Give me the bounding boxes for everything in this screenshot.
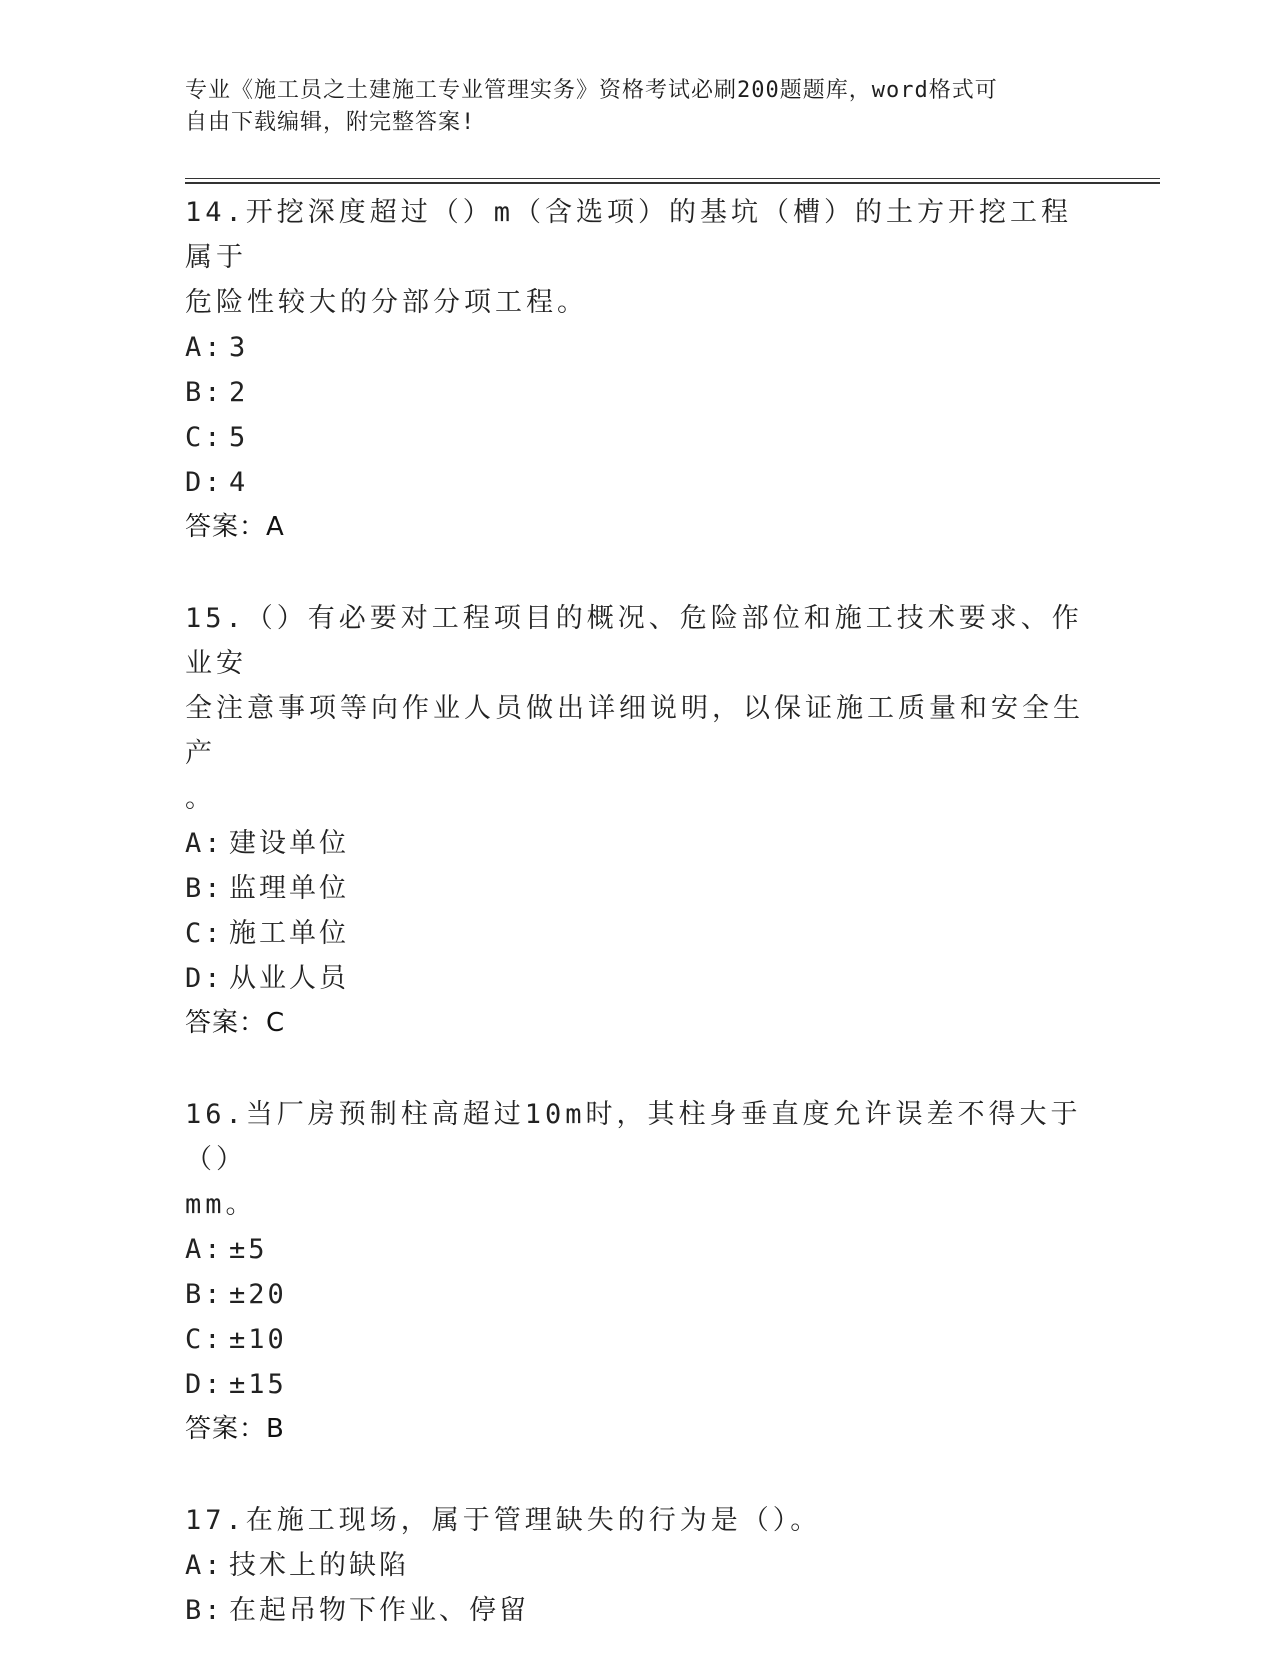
option-c — [185, 1317, 1085, 1362]
option-key: D: — [185, 467, 224, 498]
option-b — [185, 1272, 1085, 1317]
option-text: 4 — [229, 467, 249, 498]
option-b — [185, 1588, 1085, 1633]
option-text: 从业人员 — [229, 963, 349, 994]
option-c — [185, 415, 1085, 460]
answer-line: 答案：B — [185, 1414, 285, 1444]
option-key: B: — [185, 873, 224, 904]
option-text: 3 — [229, 332, 249, 363]
answer-line: 答案：A — [185, 512, 285, 542]
question-17 — [185, 1498, 1085, 1633]
option-text: ±20 — [229, 1279, 287, 1310]
option-b — [185, 866, 1085, 911]
option-key: C: — [185, 422, 224, 453]
option-text: ±5 — [229, 1234, 268, 1265]
option-text: ±10 — [229, 1324, 287, 1355]
option-key: A: — [185, 332, 224, 363]
question-14 — [185, 190, 1085, 550]
answer-line: 答案：C — [185, 1008, 286, 1038]
question-stem-line: 危险性较大的分部分项工程。 — [185, 287, 588, 318]
option-a — [185, 1227, 1085, 1272]
option-key: D: — [185, 1369, 224, 1400]
option-key: B: — [185, 377, 224, 408]
question-16 — [185, 1092, 1085, 1452]
option-c — [185, 911, 1085, 956]
document-header — [185, 75, 1085, 139]
question-stem-line: 15.（）有必要对工程项目的概况、危险部位和施工技术要求、作业安 — [185, 603, 1083, 679]
option-d — [185, 1362, 1085, 1407]
option-text: 在起吊物下作业、停留 — [229, 1595, 529, 1626]
question-stem-line: 。 — [185, 783, 216, 814]
question-stem-line: mm。 — [185, 1189, 257, 1220]
question-stem-line: 17.在施工现场，属于管理缺失的行为是（）。 — [185, 1505, 822, 1536]
option-d — [185, 460, 1085, 505]
option-key: A: — [185, 828, 224, 859]
option-key: C: — [185, 918, 224, 949]
option-text: 施工单位 — [229, 918, 349, 949]
option-text: 监理单位 — [229, 873, 349, 904]
header-divider-thin — [185, 178, 1160, 179]
option-key: B: — [185, 1595, 224, 1626]
question-stem-line: 14.开挖深度超过（）m（含选项）的基坑（槽）的土方开挖工程属于 — [185, 197, 1073, 273]
option-d — [185, 956, 1085, 1001]
question-15 — [185, 596, 1085, 1046]
option-text: 建设单位 — [229, 828, 349, 859]
option-b — [185, 370, 1085, 415]
option-text: 5 — [229, 422, 249, 453]
option-key: B: — [185, 1279, 224, 1310]
option-key: A: — [185, 1234, 224, 1265]
header-line-1: 专业《施工员之土建施工专业管理实务》资格考试必刷200题题库，word格式可 — [185, 78, 998, 103]
option-text: 技术上的缺陷 — [229, 1550, 409, 1581]
option-a — [185, 1543, 1085, 1588]
option-text: ±15 — [229, 1369, 287, 1400]
option-key: D: — [185, 963, 224, 994]
option-key: C: — [185, 1324, 224, 1355]
option-text: 2 — [229, 377, 249, 408]
question-stem-line: 16.当厂房预制柱高超过10m时，其柱身垂直度允许误差不得大于（） — [185, 1099, 1082, 1175]
option-key: A: — [185, 1550, 224, 1581]
question-list — [185, 190, 1085, 1679]
question-stem-line: 全注意事项等向作业人员做出详细说明，以保证施工质量和安全生产 — [185, 693, 1084, 769]
header-line-2: 自由下载编辑，附完整答案! — [185, 110, 476, 135]
header-divider-thick — [185, 182, 1160, 184]
option-a — [185, 821, 1085, 866]
option-a — [185, 325, 1085, 370]
